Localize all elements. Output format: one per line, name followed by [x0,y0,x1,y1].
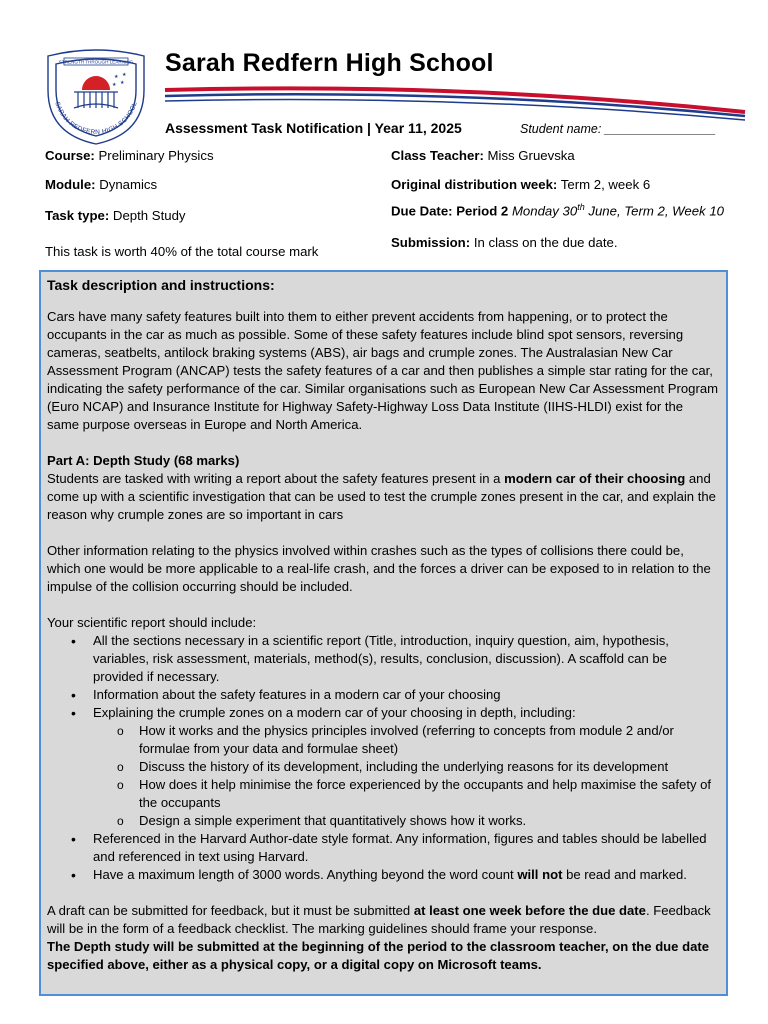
crumple-zone-sublist [93,722,718,830]
student-name-field[interactable]: Student name: ________________ [520,122,717,136]
teacher-value: Miss Gruevska [487,148,575,163]
draft-bold: at least one week before the due date [413,903,646,918]
part-a-text-2: and come up with a scientific investigation that can be used to test the crumple zones present in the car, and explain the reason why crumple zones are so important in cars [47,471,716,522]
list-item: • Information about the safety features in a modern car of your choosing [93,686,718,704]
task-type-line [45,208,186,224]
list-item: • Referenced in the Harvard Author-date style format. Any information, figures and tables should be labelled and referenced in text using Harvard. [93,830,718,866]
logo-ring-text: SARAH REDFERN HIGH SCHOOL [53,100,139,137]
logo-motto: STRENGTH THROUGH LEARNING [58,59,134,65]
sub-list-item: o How does it help minimise the force experienced by the occupants and help maximise the safety of the occupants [139,776,718,812]
list-item-text-end: be read and marked. [566,867,687,882]
part-a-text-1: Students are tasked with writing a report about the safety features present in a [47,471,501,486]
list-item-text: Have a maximum length of 3000 words. Anything beyond the word count [93,867,514,882]
part-a-paragraph [47,470,718,524]
due-value-sup: th [577,202,585,212]
sub-list-item: o Discuss the history of its development, including the underlying reasons for its development [139,758,718,776]
list-item [93,866,718,884]
notification-title: Assessment Task Notification | Year 11, 2025 [165,120,462,136]
due-date-line [391,199,731,219]
course-value: Preliminary Physics [98,148,214,163]
due-value-suffix: June, Term 2, Week 10 [588,203,724,219]
teacher-line [391,148,575,164]
task-heading: Task description and instructions: [47,277,275,293]
header-swoosh [160,78,750,126]
part-a-bold: modern car of their choosing [504,471,686,486]
list-item-text: Explaining the crumple zones on a modern car of your choosing in depth, including: [93,705,576,720]
task-type-value: Depth Study [112,208,186,223]
distribution-line [391,177,650,193]
svg-text:★: ★ [112,82,117,88]
distribution-value: Term 2, week 6 [560,177,651,192]
svg-text:★: ★ [120,80,125,86]
module-line [45,177,157,193]
report-intro: Your scientific report should include: [47,615,257,630]
part-a-heading: Part A: Depth Study (68 marks) [47,453,240,468]
due-value-prefix: Monday 30 [511,203,578,219]
other-info-paragraph: Other information relating to the physics involved within crashes such as the types of collisions there could be, which one would be more applicable to a real-life crash, and the forces a driver can be exposed to in relation to the impulse of the collision occurring should be included. [47,543,711,594]
sub-list-item: o How it works and the physics principles involved (referring to concepts from module 2 and/or formulae from your data and formulae sheet) [139,722,718,758]
list-item: • All the sections necessary in a scientific report (Title, introduction, inquiry question, aim, hypothesis, variables, risk assessment, materials, method(s), results, conclusion, discussion). A scaffold can be provided if necessary. [93,632,718,686]
svg-text:★: ★ [122,72,127,78]
teacher-label: Class Teacher: [391,148,484,163]
module-label: Module: [45,177,96,192]
draft-text-2: . Feedback will be in the form of a feedback checklist. The marking guidelines should frame your response. [47,903,711,936]
draft-text-1: A draft can be submitted for feedback, but it must be submitted [47,903,411,918]
task-type-label: Task type: [45,208,110,223]
module-value: Dynamics [99,177,158,192]
submission-line [391,235,618,251]
final-submission-note: The Depth study will be submitted at the beginning of the period to the classroom teacher, on the due date specified above, either as a physical copy, or a digital copy on Microsoft teams. [47,939,710,972]
course-line [45,148,214,164]
list-item-bold: will not [517,867,563,882]
svg-text:★: ★ [114,74,119,80]
school-logo [40,42,152,148]
course-label: Course: [45,148,95,163]
due-label: Due Date: Period 2 [391,203,509,219]
distribution-label: Original distribution week: [391,177,558,192]
submission-value: In class on the due date. [473,235,618,250]
worth-text: This task is worth 40% of the total course mark [45,244,319,259]
draft-paragraph [47,902,718,938]
school-name: Sarah Redfern High School [165,49,494,77]
task-intro: Cars have many safety features built into them to either prevent accidents from happening, or to protect the occupants in the car as much as possible. Some of these safety features include blind spot sensors, reversing cameras, seatbelts, antilock braking systems (ABS), air bags and crumple zones. The Australasian New Car Assessment Program (ANCAP) tests the safety features of a car and then publishes a simple star rating for the car, indicating the safety performance of the car. Similar organisations such as European New Car Assessment Program (Euro NCAP) and Insurance Institute for Highway Safety-Highway Loss Data Institute (IIHS-HLDI) exist for the same purpose overseas in Europe and North America. [47,309,719,432]
task-box [39,270,728,996]
sub-list-item: o Design a simple experiment that quantitatively shows how it works. [139,812,718,830]
report-requirements-list [47,632,718,884]
list-item [93,704,718,830]
submission-label: Submission: [391,235,471,250]
